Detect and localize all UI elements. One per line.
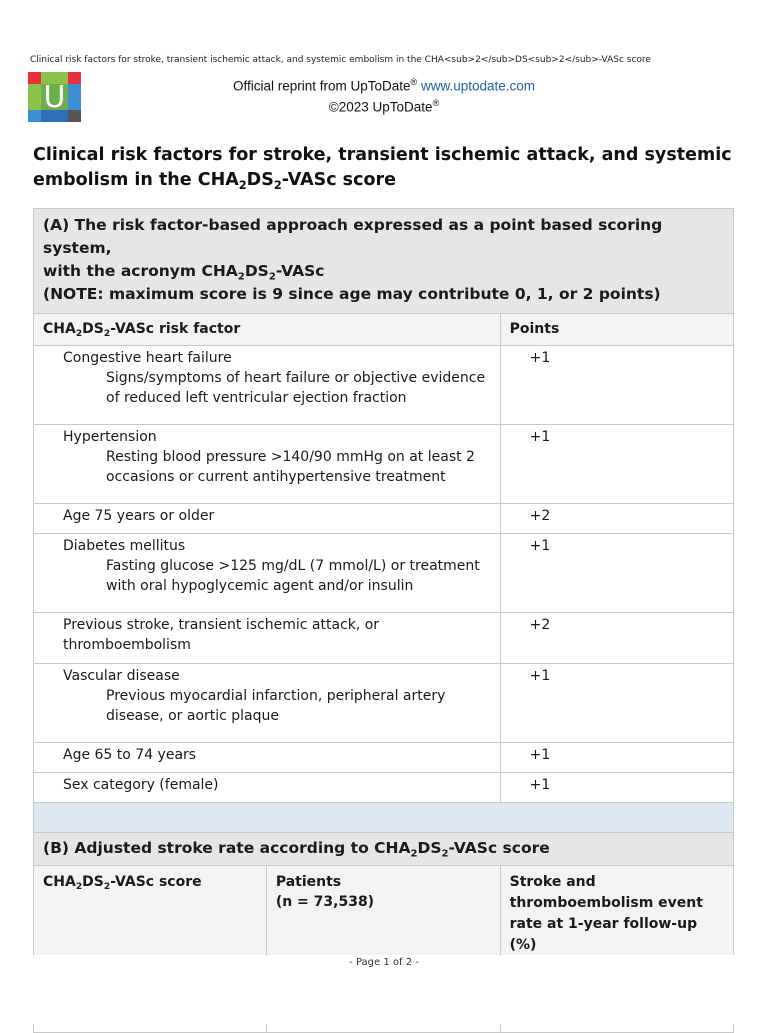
page-caption: Clinical risk factors for stroke, transient ischemic attack, and systemic embolism in the CHA<sub>2</sub>DS<sub>2</sub>-VASc score [30, 55, 651, 65]
factor-detail: Signs/symptoms of heart failure or objective evidence of reduced left ventricular ejection fraction [106, 370, 486, 406]
table-row [34, 773, 734, 803]
table-row [34, 504, 734, 534]
section-spacer [34, 803, 734, 833]
table-row [34, 346, 734, 425]
factor-detail: Fasting glucose >125 mg/dL (7 mmol/L) or treatment with oral hypoglycemic agent and/or insulin [106, 558, 480, 594]
factor-points: +1 [500, 534, 733, 613]
column-header-rate: Stroke and thromboembolism event rate at 1-year follow-up (%) [500, 866, 733, 963]
table-row [34, 534, 734, 613]
factor-name: Congestive heart failure [63, 350, 232, 366]
reprint-notice: Official reprint from UpToDate® www.uptodate.com ©2023 UpToDate® [232, 77, 536, 114]
page-footer: - Page 1 of 2 - [349, 957, 419, 968]
factor-points: +1 [500, 346, 733, 425]
factor-points: +2 [500, 504, 733, 534]
factor-name: Previous stroke, transient ischemic attack, or thromboembolism [63, 617, 380, 653]
column-header-score: $CHA_2DS_2$-VASc score [34, 866, 267, 963]
table-row [34, 664, 734, 743]
column-header-factor: $CHA_2DS_2$-VASc risk factor [34, 314, 501, 346]
factor-detail: Previous myocardial infarction, peripheral artery disease, or aortic plaque [106, 688, 446, 724]
section-b-heading: (B) Adjusted stroke rate according to $CHA_2DS_2$-VASc score [34, 833, 734, 866]
factor-detail: Resting blood pressure >140/90 mmHg on at least 2 occasions or current antihypertensive treatment [106, 449, 475, 485]
factor-name: Vascular disease [63, 668, 180, 684]
factor-name: Hypertension [63, 429, 157, 445]
factor-points: +1 [500, 425, 733, 504]
table-row [34, 425, 734, 504]
factor-name: Diabetes mellitus [63, 538, 186, 554]
factor-points: +1 [500, 743, 733, 773]
factor-name: Age 75 years or older [63, 508, 215, 524]
factor-name: Age 65 to 74 years [63, 747, 197, 763]
factor-name: Sex category (female) [63, 777, 219, 793]
factor-points: +2 [500, 613, 733, 664]
table-row [34, 743, 734, 773]
uptodate-link[interactable]: www.uptodate.com [420, 78, 536, 94]
column-header-patients: Patients (n = 73,538) [266, 866, 500, 963]
risk-factor-table [33, 208, 734, 1033]
factor-points: +1 [500, 664, 733, 743]
page-title: Clinical risk factors for stroke, transient ischemic attack, and systemic embolism in the $CHA_2DS_2$-VASc score [33, 145, 732, 192]
column-header-points: Points [500, 314, 733, 346]
logo-letter: U [43, 80, 66, 115]
table-row [34, 613, 734, 664]
factor-points: +1 [500, 773, 733, 803]
section-a-heading: (A) The risk factor-based approach expressed as a point based scoring system, with the acronym $CHA_2DS_2$-VASc (NOTE: maximum score is 9 since age may contribute 0, 1, or 2 points) [34, 209, 734, 314]
